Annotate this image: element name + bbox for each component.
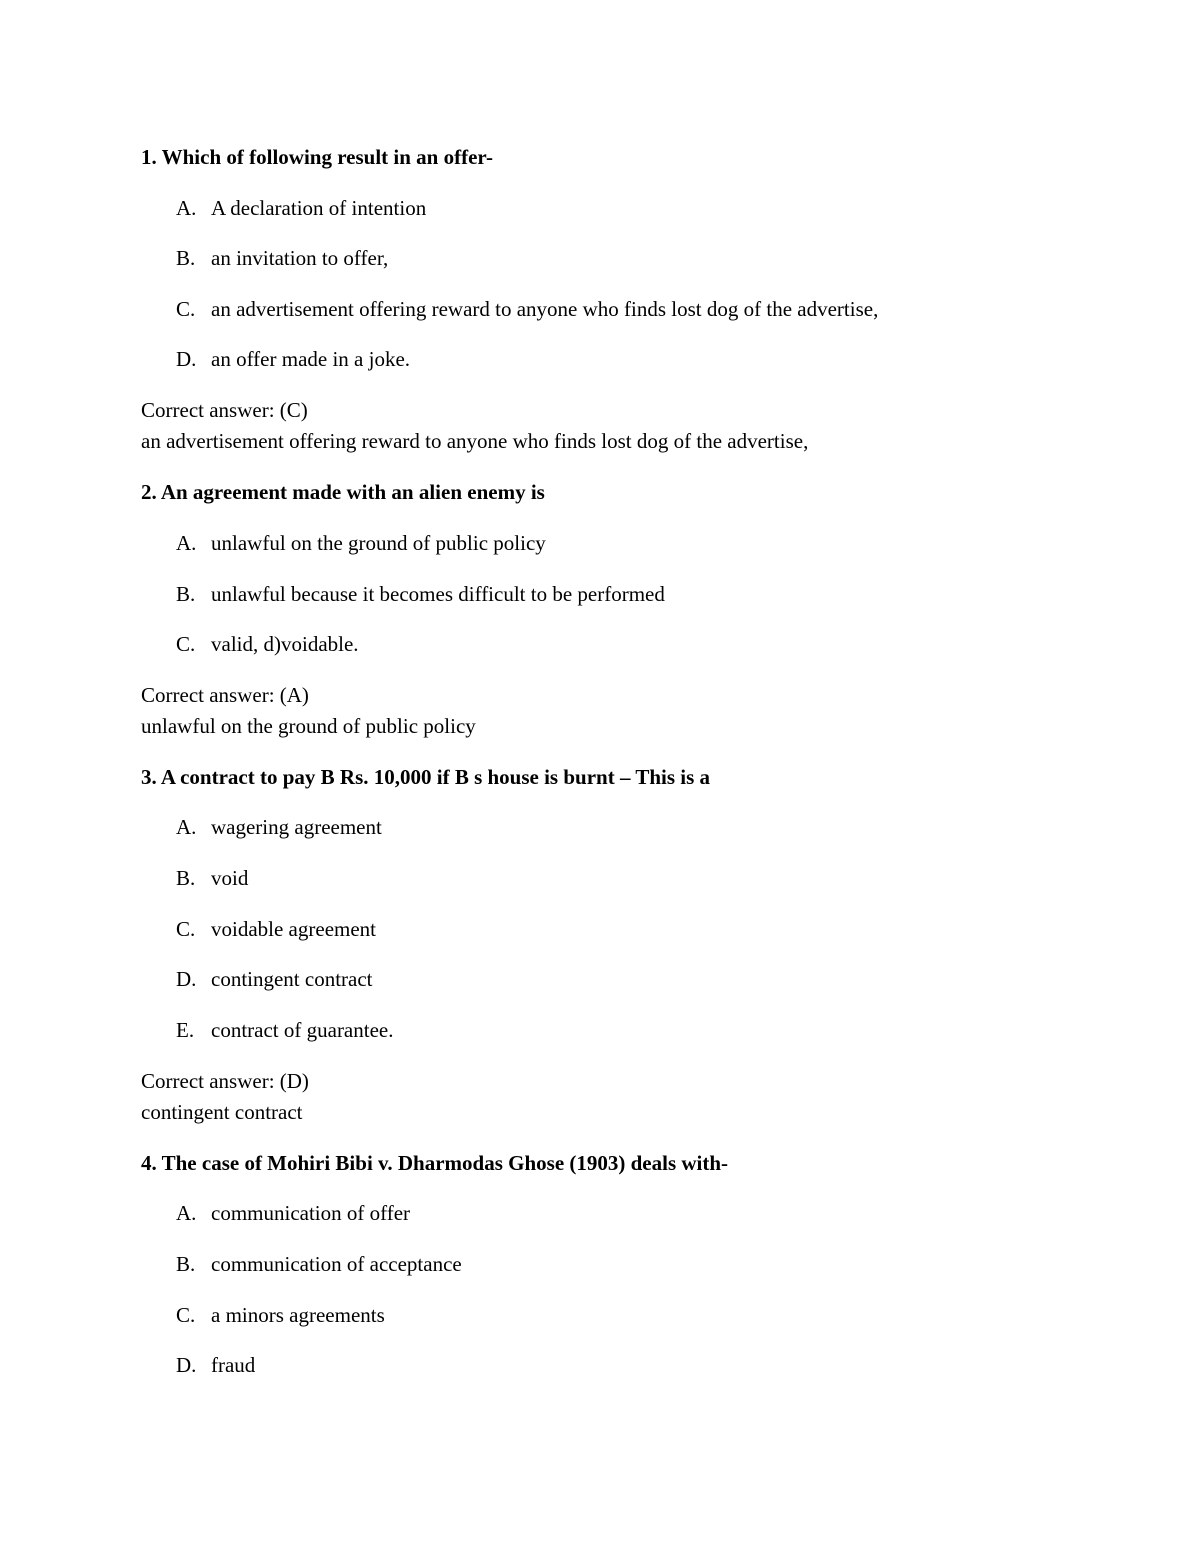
option-text: valid, d)voidable. xyxy=(211,632,359,656)
option-letter: B. xyxy=(176,246,196,270)
option-text: a minors agreements xyxy=(211,1303,385,1327)
question-1-title: 1. Which of following result in an offer- xyxy=(141,145,493,169)
option-letter: A. xyxy=(176,196,197,220)
option-letter: C. xyxy=(176,917,196,941)
option-text: fraud xyxy=(211,1353,256,1377)
option-text: contingent contract xyxy=(211,967,373,991)
option-letter: E. xyxy=(176,1018,195,1042)
option-text: voidable agreement xyxy=(211,917,377,941)
option-letter: B. xyxy=(176,866,196,890)
option-letter: A. xyxy=(176,531,197,555)
option-letter: D. xyxy=(176,967,197,991)
option-letter: D. xyxy=(176,347,197,371)
option-letter: A. xyxy=(176,1201,197,1225)
option-letter: A. xyxy=(176,815,197,839)
correct-answer-label: Correct answer: (C) xyxy=(141,398,308,422)
correct-answer-label: Correct answer: (A) xyxy=(141,683,309,707)
correct-answer-text: unlawful on the ground of public policy xyxy=(141,714,476,738)
option-letter: D. xyxy=(176,1353,197,1377)
option-letter: B. xyxy=(176,1252,196,1276)
option-text: unlawful on the ground of public policy xyxy=(211,531,546,555)
question-4-title: 4. The case of Mohiri Bibi v. Dharmodas Ghose (1903) deals with- xyxy=(141,1151,729,1175)
question-3-title: 3. A contract to pay B Rs. 10,000 if B s house is burnt – This is a xyxy=(141,765,711,789)
correct-answer-label: Correct answer: (D) xyxy=(141,1069,309,1093)
option-letter: C. xyxy=(176,297,196,321)
option-text: wagering agreement xyxy=(211,815,382,839)
correct-answer-text: contingent contract xyxy=(141,1100,303,1124)
option-text: unlawful because it becomes difficult to be performed xyxy=(211,582,665,606)
correct-answer-text: an advertisement offering reward to anyone who finds lost dog of the advertise, xyxy=(141,429,809,453)
option-letter: C. xyxy=(176,1303,196,1327)
option-text: A declaration of intention xyxy=(211,196,427,220)
option-text: an offer made in a joke. xyxy=(211,347,411,371)
option-text: communication of offer xyxy=(211,1201,411,1225)
option-letter: C. xyxy=(176,632,196,656)
option-text: an invitation to offer, xyxy=(211,246,389,270)
option-letter: B. xyxy=(176,582,196,606)
question-2-title: 2. An agreement made with an alien enemy is xyxy=(141,480,545,504)
option-text: communication of acceptance xyxy=(211,1252,462,1276)
option-text: void xyxy=(211,866,249,890)
option-text: an advertisement offering reward to anyone who finds lost dog of the advertise, xyxy=(211,297,879,321)
option-text: contract of guarantee. xyxy=(211,1018,394,1042)
